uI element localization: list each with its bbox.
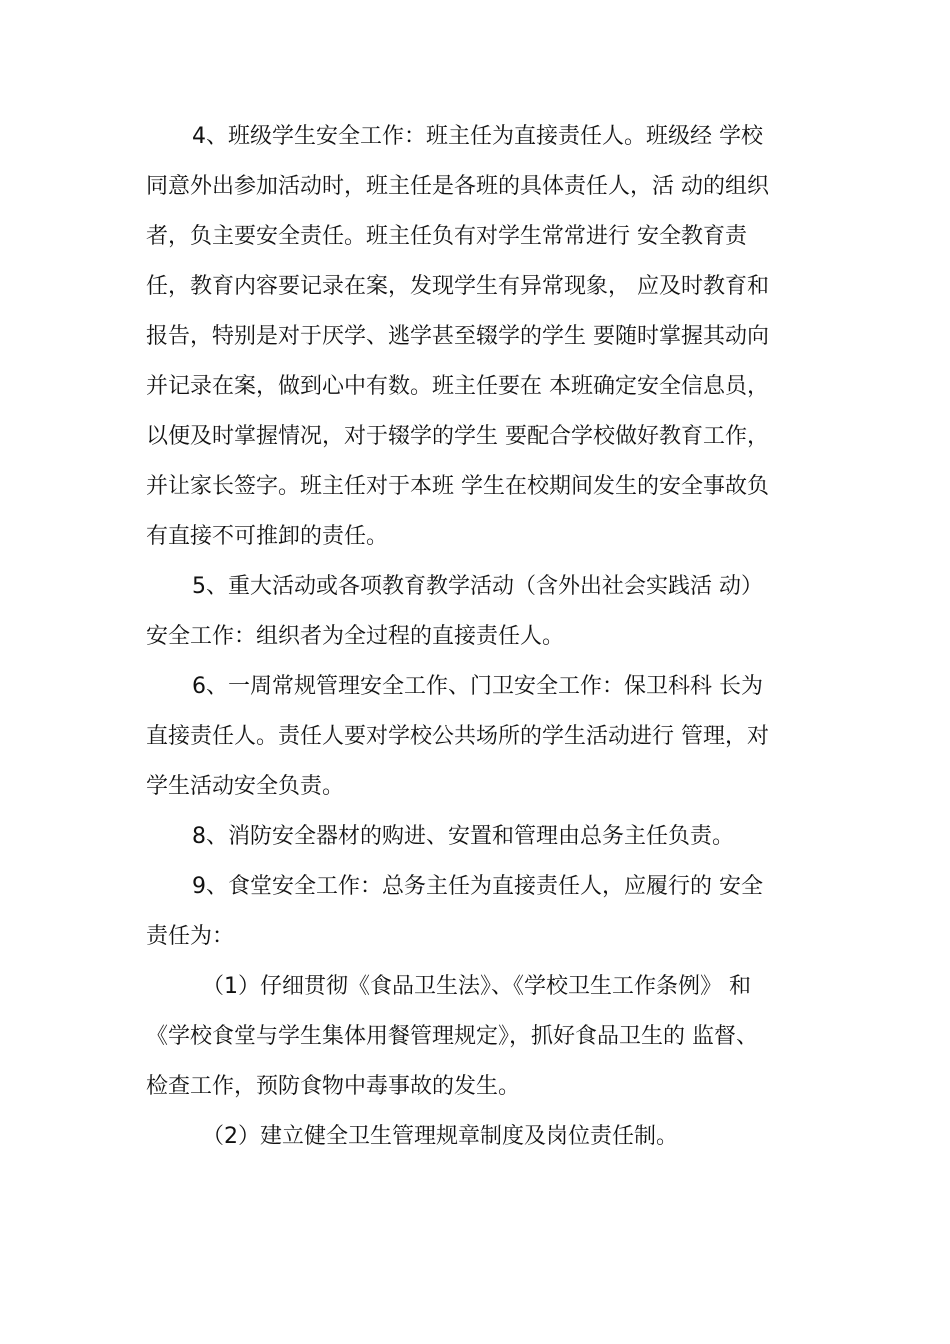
paragraph-5-line-1: 5、重大活动或各项教育教学活动（含外出社会实践活 动）: [192, 574, 763, 599]
paragraph-6-line-3: 学生活动安全负责。: [146, 774, 345, 799]
paragraph-4-line-8: 并让家长签字。班主任对于本班 学生在校期间发生的安全事故负: [146, 474, 769, 499]
paragraph-4-line-5: 报告，特别是对于厌学、逃学甚至辍学的学生 要随时掌握其动向: [146, 324, 769, 349]
document-body: [146, 112, 818, 1162]
paragraph-6-line-1: 6、一周常规管理安全工作、门卫安全工作：保卫科科 长为: [192, 674, 763, 699]
item-2-line-1: （2）建立健全卫生管理规章制度及岗位责任制。: [202, 1124, 678, 1149]
paragraph-4-line-2: 同意外出参加活动时，班主任是各班的具体责任人，活 动的组织: [146, 174, 769, 199]
paragraph-4-line-6: 并记录在案，做到心中有数。班主任要在 本班确定安全信息员，: [146, 374, 769, 399]
paragraph-4-line-1: 4、班级学生安全工作：班主任为直接责任人。班级经 学校: [192, 124, 763, 149]
paragraph-9-line-1: 9、食堂安全工作：总务主任为直接责任人，应履行的 安全: [192, 874, 763, 899]
item-1-line-1: （1）仔细贯彻《食品卫生法》、《学校卫生工作条例》 和: [202, 974, 751, 999]
paragraph-8-line-1: 8、消防安全器材的购进、安置和管理由总务主任负责。: [192, 824, 734, 849]
paragraph-4-line-9: 有直接不可推卸的责任。: [146, 524, 389, 549]
item-1-line-3: 检查工作，预防食物中毒事故的发生。: [146, 1074, 521, 1099]
paragraph-9-line-2: 责任为：: [146, 924, 235, 949]
paragraph-6-line-2: 直接责任人。责任人要对学校公共场所的学生活动进行 管理，对: [146, 724, 769, 749]
paragraph-5-line-2: 安全工作：组织者为全过程的直接责任人。: [146, 624, 565, 649]
paragraph-4-line-4: 任，教育内容要记录在案，发现学生有异常现象， 应及时教育和: [146, 274, 769, 299]
paragraph-4-line-3: 者，负主要安全责任。班主任负有对学生常常进行 安全教育责: [146, 224, 747, 249]
paragraph-4-line-7: 以便及时掌握情况，对于辍学的学生 要配合学校做好教育工作，: [146, 424, 769, 449]
item-1-line-2: 《学校食堂与学生集体用餐管理规定》，抓好食品卫生的 监督、: [146, 1024, 758, 1049]
